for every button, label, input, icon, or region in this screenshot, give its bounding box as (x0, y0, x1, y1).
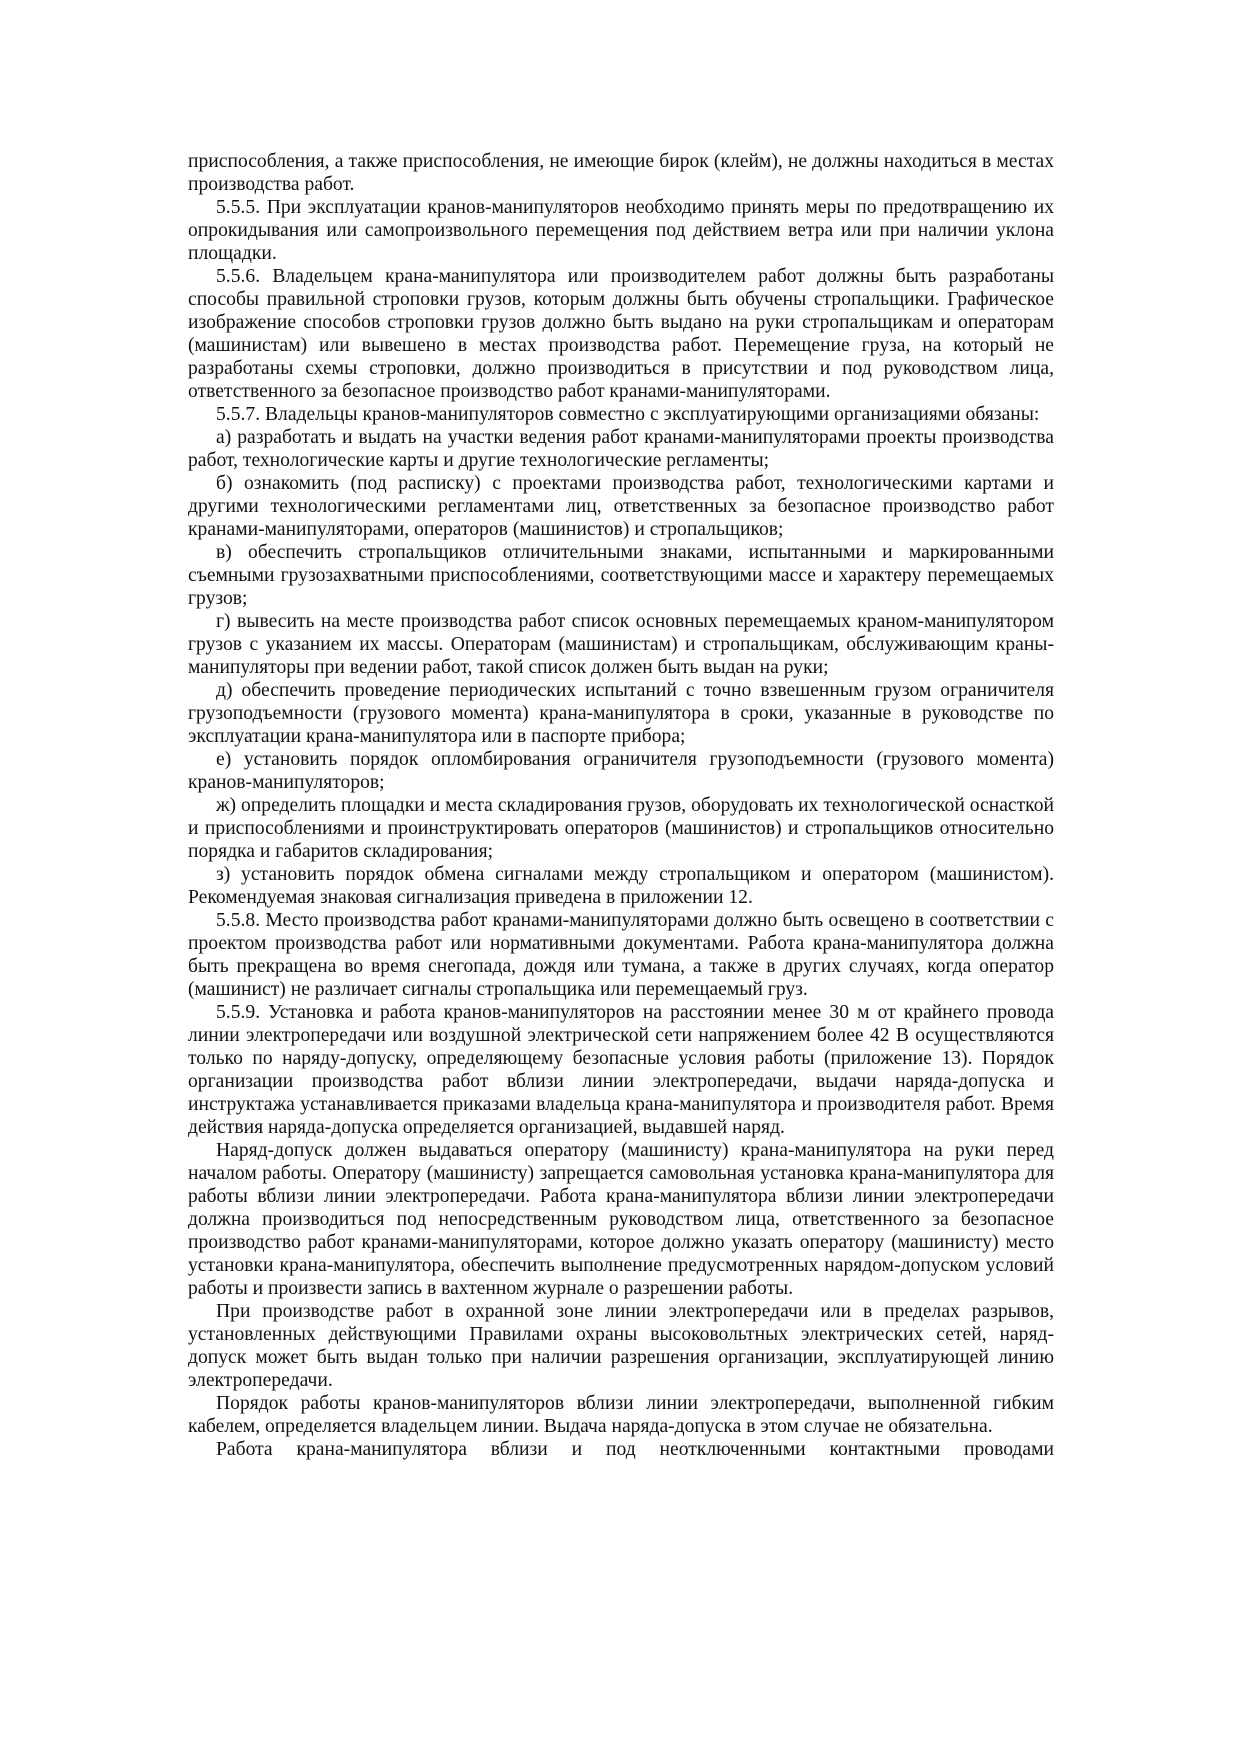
list-item-v: в) обеспечить стропальщиков отличительными знаками, испытанными и маркированными съемными грузозахватными приспособлениями, соответствующими массе и характеру перемещаемых грузов; (188, 542, 1054, 609)
paragraph-work-permit: Наряд-допуск должен выдаваться оператору (машинисту) крана-манипулятора на руки перед началом работы. Оператору (машинисту) запрещается самовольная установка крана-манипулятора для работы вблизи линии электропередачи. Работа крана-манипулятора вблизи линии электропередачи должна производиться под непосредственным руководством лица, ответственного за безопасное производство работ кранами-манипуляторами, которое должно указать оператору (машинисту) место установки крана-манипулятора, обеспечить выполнение предусмотренных нарядом-допуском условий работы и произвести запись в вахтенном журнале о разрешении работы. (188, 1140, 1054, 1299)
list-item-b: б) ознакомить (под расписку) с проектами производства работ, технологическими картами и другими технологическими регламентами лиц, ответственных за безопасное производство работ кранами-манипуляторами, операторов (машинистов) и стропальщиков; (188, 473, 1054, 540)
paragraph-5-5-7: 5.5.7. Владельцы кранов-манипуляторов совместно с эксплуатирующими организациями обязаны: (216, 404, 1040, 425)
list-item-g: г) вывесить на месте производства работ список основных перемещаемых краном-манипулятором грузов с указанием их массы. Операторам (машинистам) и стропальщикам, обслуживающим краны-манипуляторы при ведении работ, такой список должен быть выдан на руки; (188, 611, 1054, 678)
paragraph-5-5-5: 5.5.5. При эксплуатации кранов-манипуляторов необходимо принять меры по предотвращению их опрокидывания или самопроизвольного перемещения под действием ветра или при наличии уклона площадки. (188, 197, 1054, 264)
list-item-z: з) установить порядок обмена сигналами между стропальщиком и оператором (машинистом). Рекомендуемая знаковая сигнализация приведена в приложении 12. (188, 864, 1054, 908)
paragraph-5-5-8: 5.5.8. Место производства работ кранами-манипуляторами должно быть освещено в соответствии с проектом производства работ или нормативными документами. Работа крана-манипулятора должна быть прекращена во время снегопада, дождя или тумана, а также в других случаях, когда оператор (машинист) не различает сигналы стропальщика или перемещаемый груз. (188, 910, 1054, 1000)
paragraph-5-5-9: 5.5.9. Установка и работа кранов-манипуляторов на расстоянии менее 30 м от крайнего провода линии электропередачи или воздушной электрической сети напряжением более 42 В осуществляются только по наряду-допуску, определяющему безопасные условия работы (приложение 13). Порядок организации производства работ вблизи линии электропередачи, выдачи наряда-допуска и инструктажа устанавливается приказами владельца крана-манипулятора и производителя работ. Время действия наряда-допуска определяется организацией, выдавшей наряд. (188, 1002, 1054, 1138)
paragraph-contact-wires: Работа крана-манипулятора вблизи и под неотключенными контактными проводами (216, 1439, 1054, 1460)
paragraph-flexible-cable: Порядок работы кранов-манипуляторов вблизи линии электропередачи, выполненной гибким кабелем, определяется владельцем линии. Выдача наряда-допуска в этом случае не обязательна. (188, 1393, 1054, 1437)
list-item-d: д) обеспечить проведение периодических испытаний с точно взвешенным грузом ограничителя грузоподъемности (грузового момента) крана-манипулятора в сроки, указанные в руководстве по эксплуатации крана-манипулятора или в паспорте прибора; (188, 680, 1054, 747)
list-item-zh: ж) определить площадки и места складирования грузов, оборудовать их технологической оснасткой и приспособлениями и проинструктировать операторов (машинистов) и стропальщиков относительно порядка и габаритов складирования; (188, 795, 1054, 862)
paragraph-5-5-6: 5.5.6. Владельцем крана-манипулятора или производителем работ должны быть разработаны способы правильной строповки грузов, которым должны быть обучены стропальщики. Графическое изображение способов строповки грузов должно быть выдано на руки стропальщикам и операторам (машинистам) или вывешено в местах производства работ. Перемещение груза, на который не разработаны схемы строповки, должно производиться в присутствии и под руководством лица, ответственного за безопасное производство работ кранами-манипуляторами. (188, 266, 1054, 402)
list-item-e: е) установить порядок опломбирования ограничителя грузоподъемности (грузового момента) кранов-манипуляторов; (188, 749, 1054, 793)
paragraph-protected-zone: При производстве работ в охранной зоне линии электропередачи или в пределах разрывов, установленных действующими Правилами охраны высоковольтных электрических сетей, наряд-допуск может быть выдан только при наличии разрешения организации, эксплуатирующей линию электропередачи. (188, 1301, 1054, 1391)
list-item-a: а) разработать и выдать на участки ведения работ кранами-манипуляторами проекты производства работ, технологические карты и другие технологические регламенты; (188, 427, 1054, 471)
document-page (188, 150, 1054, 1461)
paragraph-continuation: приспособления, а также приспособления, не имеющие бирок (клейм), не должны находиться в местах производства работ. (188, 151, 1054, 195)
